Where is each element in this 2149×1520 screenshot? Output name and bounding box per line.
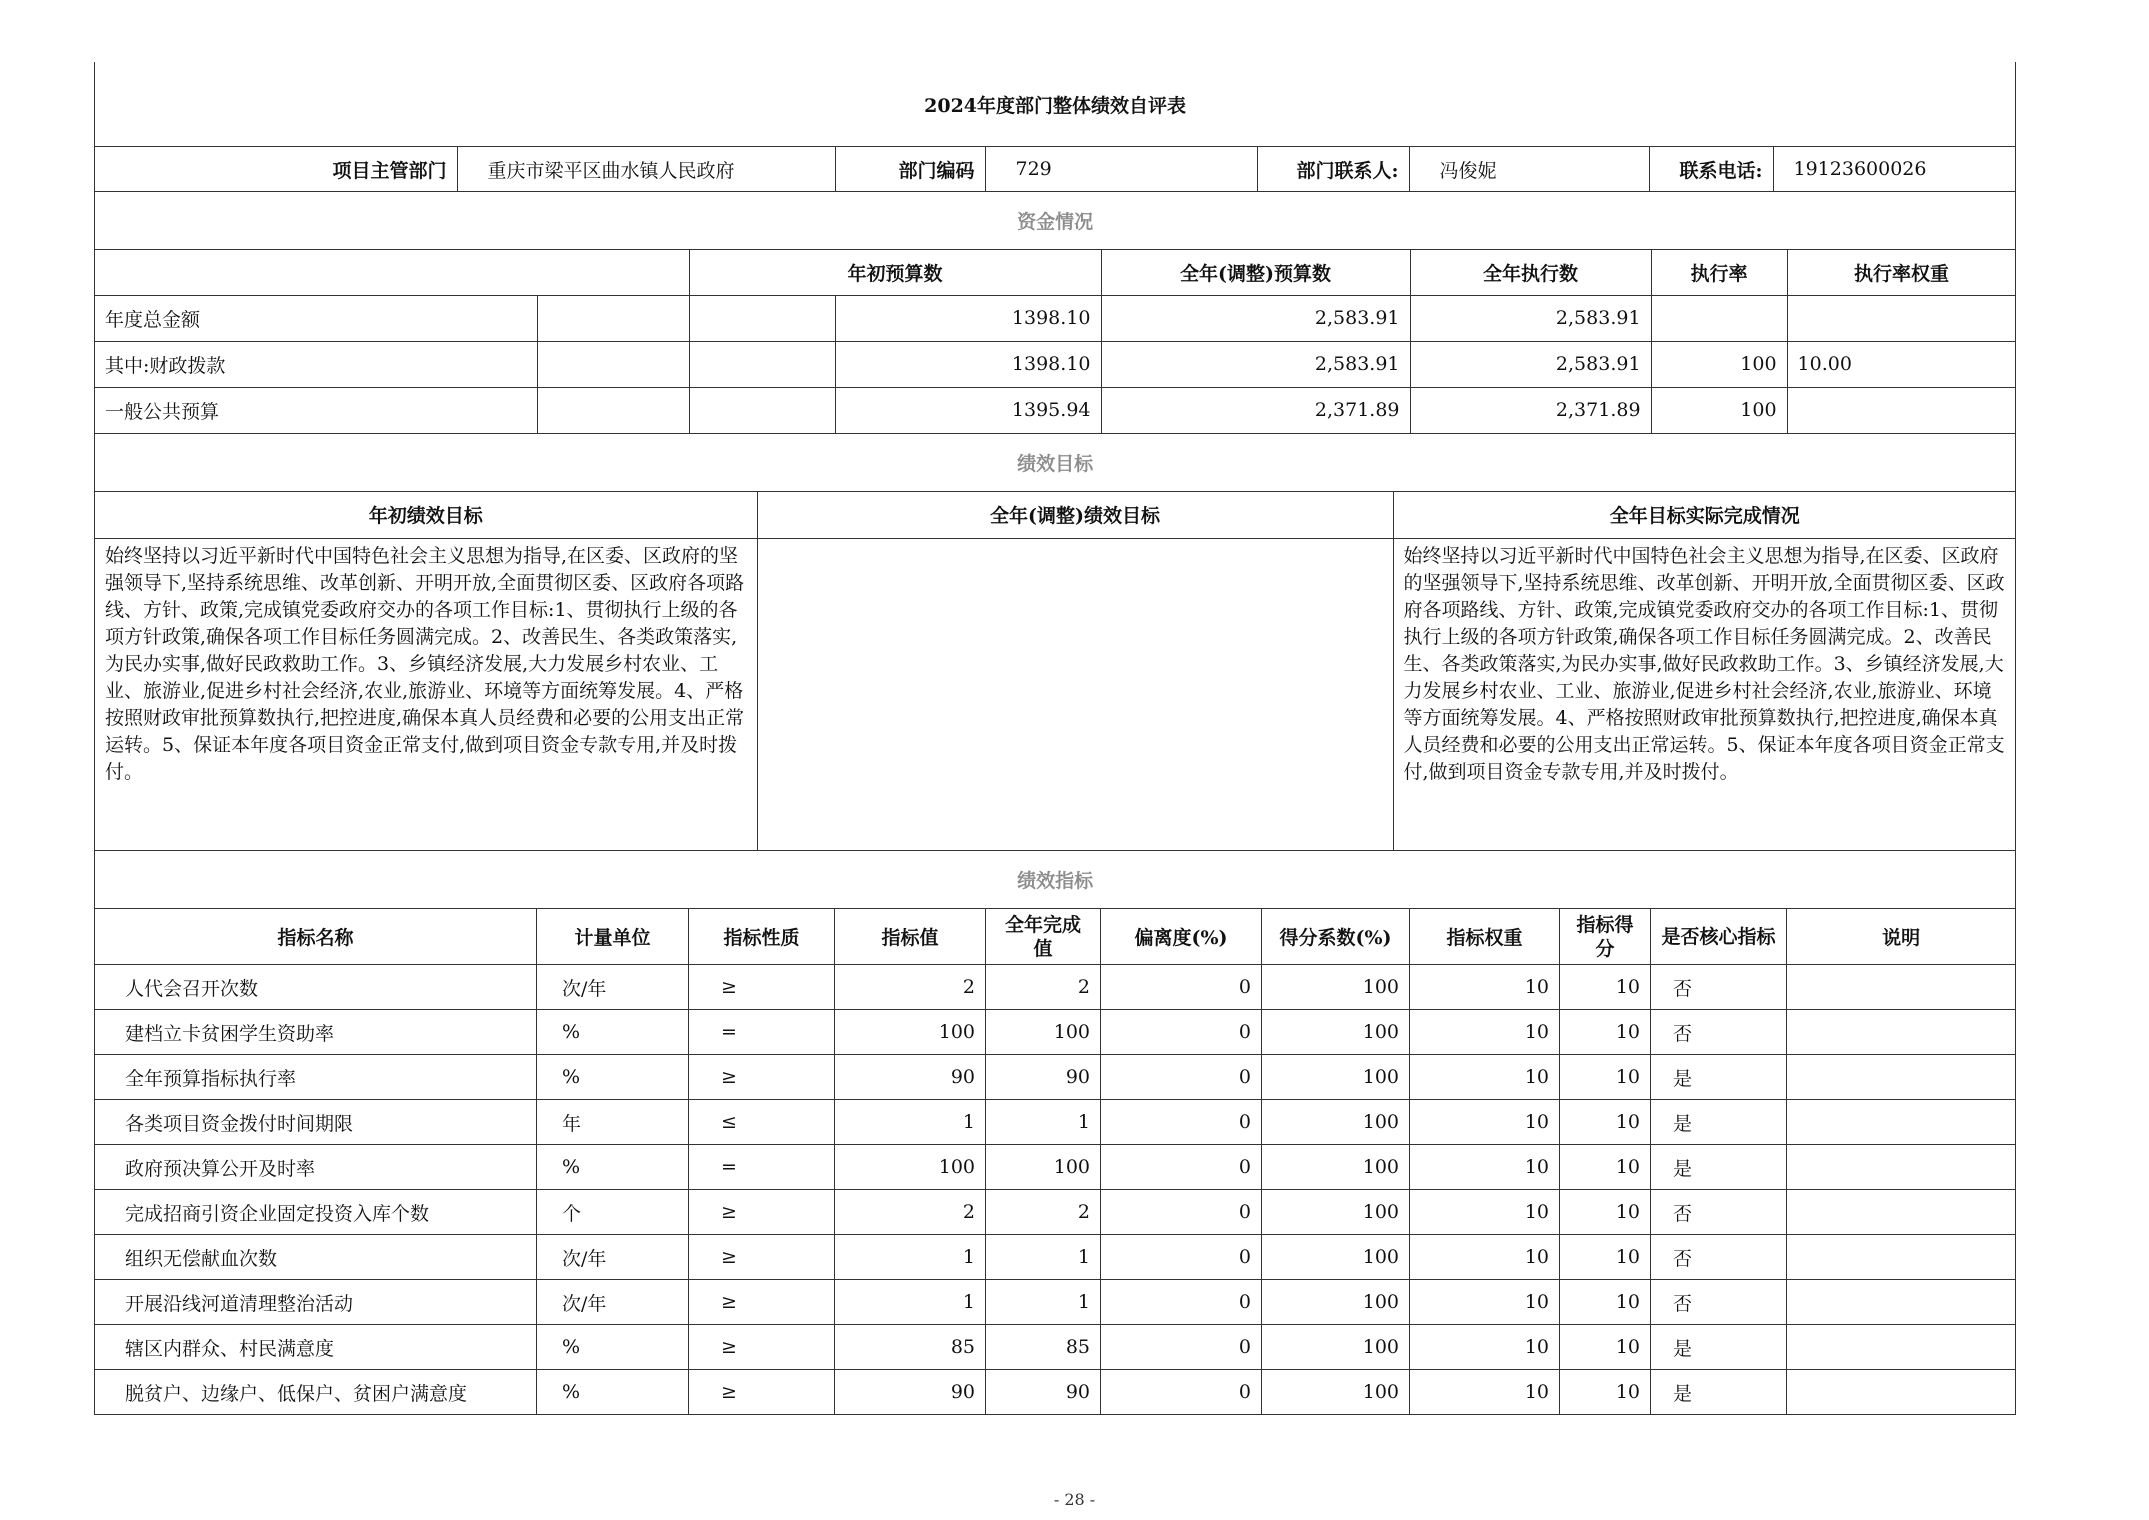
ind-core: 是 xyxy=(1651,1055,1787,1100)
goals-header-initial: 年初绩效目标 xyxy=(95,492,757,538)
phone-label: 联系电话: xyxy=(1649,147,1773,191)
page-title: 2024年度部门整体绩效自评表 xyxy=(95,62,2016,147)
ind-unit: % xyxy=(537,1370,689,1415)
goals-header-actual: 全年目标实际完成情况 xyxy=(1609,505,1800,528)
funds-row-rate xyxy=(1651,295,1787,341)
ind-weight: 10 xyxy=(1410,1145,1560,1190)
ind-weight: 10 xyxy=(1410,1370,1560,1415)
ind-nature: ≥ xyxy=(689,1055,835,1100)
goals-header-adjusted: 全年(调整)绩效目标 xyxy=(757,492,1393,538)
goals-table xyxy=(95,492,2016,850)
ind-score: 10 xyxy=(1560,1325,1651,1370)
indicators-section-title: 绩效指标 xyxy=(95,851,2016,909)
ind-note xyxy=(1787,1055,2016,1100)
ind-note xyxy=(1787,1235,2016,1280)
funds-row-adjusted: 2,583.91 xyxy=(1101,295,1410,341)
ind-coef: 100 xyxy=(1262,1325,1410,1370)
ind-note xyxy=(1787,965,2016,1010)
ind-unit: % xyxy=(537,1055,689,1100)
ind-note xyxy=(1787,1145,2016,1190)
goals-adjusted-text xyxy=(757,538,1393,850)
ind-unit: % xyxy=(537,1010,689,1055)
ind-core: 是 xyxy=(1651,1370,1787,1415)
ind-complete: 1 xyxy=(986,1100,1101,1145)
ind-core: 否 xyxy=(1651,1190,1787,1235)
funds-header-rate: 执行率 xyxy=(1651,250,1787,295)
ind-note xyxy=(1787,1100,2016,1145)
funds-row-initial: 1398.10 xyxy=(835,295,1101,341)
funds-row-executed: 2,371.89 xyxy=(1410,387,1651,433)
ind-score: 10 xyxy=(1560,1145,1651,1190)
ind-unit: 次/年 xyxy=(537,965,689,1010)
code-label: 部门编码 xyxy=(835,147,985,191)
indicator-row xyxy=(95,1100,2016,1145)
ind-nature: ≥ xyxy=(689,1325,835,1370)
ind-score: 10 xyxy=(1560,1280,1651,1325)
ind-header-complete: 全年完成值 xyxy=(986,909,1101,965)
page-number: - 28 - xyxy=(1053,1490,1096,1509)
ind-note xyxy=(1787,1010,2016,1055)
ind-core: 否 xyxy=(1651,1235,1787,1280)
ind-nature: = xyxy=(689,1145,835,1190)
ind-value: 1 xyxy=(835,1280,986,1325)
ind-header-value: 指标值 xyxy=(835,909,986,965)
code-value: 729 xyxy=(985,147,1257,191)
funds-row-name: 年度总金额 xyxy=(95,295,537,341)
ind-value: 100 xyxy=(835,1145,986,1190)
funds-row-rate: 100 xyxy=(1651,387,1787,433)
ind-nature: ≥ xyxy=(689,1280,835,1325)
contact-label: 部门联系人: xyxy=(1257,147,1409,191)
ind-value: 1 xyxy=(835,1100,986,1145)
ind-coef: 100 xyxy=(1262,1280,1410,1325)
indicator-row xyxy=(95,1235,2016,1280)
ind-deviation: 0 xyxy=(1101,965,1262,1010)
ind-deviation: 0 xyxy=(1101,1370,1262,1415)
ind-nature: ≥ xyxy=(689,1235,835,1280)
ind-coef: 100 xyxy=(1262,965,1410,1010)
ind-weight: 10 xyxy=(1410,1010,1560,1055)
funds-row-rate: 100 xyxy=(1651,341,1787,387)
ind-score: 10 xyxy=(1560,1235,1651,1280)
funds-row-weight xyxy=(1787,387,2016,433)
ind-coef: 100 xyxy=(1262,1100,1410,1145)
goals-actual-text: 始终坚持以习近平新时代中国特色社会主义思想为指导,在区委、区政府的坚强领导下,坚持系统思维、改革创新、开明开放,全面贯彻区委、区政府各项路线、方针、政策,完成镇党委政府交办的各项工作目标:1、贯彻执行上级的各项方针政策,确保各项工作目标任务圆满完成。2、改善民生、各类政策落实,为民办实事,做好民政救助工作。3、乡镇经济发展,大力发展乡村农业、工业、旅游业,促进乡村社会经济,农业,旅游业、环境等方面统筹发展。4、严格按照财政审批预算数执行,把控进度,确保本真人员经费和必要的公用支出正常运转。5、保证本年度各项目资金正常支付,做到项目资金专款专用,并及时拨付。 xyxy=(1393,538,2016,850)
ind-score: 10 xyxy=(1560,1010,1651,1055)
ind-complete: 1 xyxy=(986,1235,1101,1280)
ind-core: 否 xyxy=(1651,1010,1787,1055)
ind-weight: 10 xyxy=(1410,1280,1560,1325)
indicator-row xyxy=(95,1055,2016,1100)
funds-row xyxy=(95,341,2016,387)
dept-value: 重庆市梁平区曲水镇人民政府 xyxy=(457,147,835,191)
ind-coef: 100 xyxy=(1262,1370,1410,1415)
ind-deviation: 0 xyxy=(1101,1280,1262,1325)
indicator-row xyxy=(95,1145,2016,1190)
ind-nature: ≥ xyxy=(689,1190,835,1235)
ind-deviation: 0 xyxy=(1101,1010,1262,1055)
ind-core: 否 xyxy=(1651,965,1787,1010)
ind-value: 1 xyxy=(835,1235,986,1280)
ind-value: 85 xyxy=(835,1325,986,1370)
indicator-row xyxy=(95,1325,2016,1370)
ind-core: 否 xyxy=(1651,1280,1787,1325)
funds-header-initial: 年初预算数 xyxy=(689,250,1101,295)
ind-unit: % xyxy=(537,1145,689,1190)
funds-row-initial: 1395.94 xyxy=(835,387,1101,433)
funds-row-executed: 2,583.91 xyxy=(1410,341,1651,387)
ind-name: 各类项目资金拨付时间期限 xyxy=(95,1100,537,1145)
ind-score: 10 xyxy=(1560,1370,1651,1415)
ind-header-name: 指标名称 xyxy=(95,909,537,965)
funds-row-weight xyxy=(1787,295,2016,341)
ind-deviation: 0 xyxy=(1101,1190,1262,1235)
ind-nature: ≥ xyxy=(689,1370,835,1415)
funds-row xyxy=(95,387,2016,433)
ind-deviation: 0 xyxy=(1101,1100,1262,1145)
ind-header-unit: 计量单位 xyxy=(537,909,689,965)
ind-header-score: 指标得分 xyxy=(1560,909,1651,965)
indicator-row xyxy=(95,1190,2016,1235)
ind-deviation: 0 xyxy=(1101,1325,1262,1370)
ind-deviation: 0 xyxy=(1101,1055,1262,1100)
ind-header-weight: 指标权重 xyxy=(1410,909,1560,965)
ind-complete: 85 xyxy=(986,1325,1101,1370)
goals-initial-text: 始终坚持以习近平新时代中国特色社会主义思想为指导,在区委、区政府的坚强领导下,坚持系统思维、改革创新、开明开放,全面贯彻区委、区政府各项路线、方针、政策,完成镇党委政府交办的各项工作目标:1、贯彻执行上级的各项方针政策,确保各项工作目标任务圆满完成。2、改善民生、各类政策落实,为民办实事,做好民政救助工作。3、乡镇经济发展,大力发展乡村农业、工业、旅游业,促进乡村社会经济,农业,旅游业、环境等方面统筹发展。4、严格按照财政审批预算数执行,把控进度,确保本真人员经费和必要的公用支出正常运转。5、保证本年度各项目资金正常支付,做到项目资金专款专用,并及时拨付。 xyxy=(95,538,757,850)
funds-row-initial: 1398.10 xyxy=(835,341,1101,387)
info-row xyxy=(95,147,2016,191)
ind-nature: ≤ xyxy=(689,1100,835,1145)
ind-deviation: 0 xyxy=(1101,1235,1262,1280)
indicator-row xyxy=(95,965,2016,1010)
ind-score: 10 xyxy=(1560,965,1651,1010)
ind-weight: 10 xyxy=(1410,1190,1560,1235)
funds-table xyxy=(95,250,2016,433)
ind-unit: 年 xyxy=(537,1100,689,1145)
funds-row-adjusted: 2,583.91 xyxy=(1101,341,1410,387)
ind-core: 是 xyxy=(1651,1145,1787,1190)
ind-name: 脱贫户、边缘户、低保户、贫困户满意度 xyxy=(95,1370,537,1415)
ind-score: 10 xyxy=(1560,1055,1651,1100)
ind-weight: 10 xyxy=(1410,1325,1560,1370)
indicator-row xyxy=(95,1280,2016,1325)
funds-header-weight: 执行率权重 xyxy=(1787,250,2016,295)
funds-row-executed: 2,583.91 xyxy=(1410,295,1651,341)
funds-section-title: 资金情况 xyxy=(95,192,2016,250)
funds-row-name: 一般公共预算 xyxy=(95,387,537,433)
ind-core: 是 xyxy=(1651,1325,1787,1370)
ind-name: 辖区内群众、村民满意度 xyxy=(95,1325,537,1370)
ind-core: 是 xyxy=(1651,1100,1787,1145)
indicator-row xyxy=(95,1010,2016,1055)
ind-value: 2 xyxy=(835,965,986,1010)
ind-nature: ≥ xyxy=(689,965,835,1010)
ind-coef: 100 xyxy=(1262,1055,1410,1100)
ind-header-deviation: 偏离度(%) xyxy=(1101,909,1262,965)
ind-name: 政府预决算公开及时率 xyxy=(95,1145,537,1190)
ind-complete: 90 xyxy=(986,1055,1101,1100)
ind-name: 组织无偿献血次数 xyxy=(95,1235,537,1280)
ind-value: 100 xyxy=(835,1010,986,1055)
evaluation-table xyxy=(94,62,2016,1415)
ind-coef: 100 xyxy=(1262,1145,1410,1190)
ind-score: 10 xyxy=(1560,1100,1651,1145)
ind-unit: 次/年 xyxy=(537,1280,689,1325)
funds-row-name: 其中:财政拨款 xyxy=(95,341,537,387)
funds-row-adjusted: 2,371.89 xyxy=(1101,387,1410,433)
goals-section-title: 绩效目标 xyxy=(95,434,2016,492)
ind-name: 建档立卡贫困学生资助率 xyxy=(95,1010,537,1055)
ind-note xyxy=(1787,1325,2016,1370)
ind-unit: 个 xyxy=(537,1190,689,1235)
ind-weight: 10 xyxy=(1410,1235,1560,1280)
ind-note xyxy=(1787,1280,2016,1325)
ind-name: 完成招商引资企业固定投资入库个数 xyxy=(95,1190,537,1235)
funds-row-weight: 10.00 xyxy=(1787,341,2016,387)
dept-label: 项目主管部门 xyxy=(95,147,457,191)
funds-header-executed: 全年执行数 xyxy=(1410,250,1651,295)
ind-value: 90 xyxy=(835,1055,986,1100)
indicator-rows xyxy=(95,965,2016,1415)
evaluation-sheet xyxy=(94,62,2015,1415)
ind-header-core: 是否核心指标 xyxy=(1651,909,1787,965)
ind-weight: 10 xyxy=(1410,1055,1560,1100)
funds-row xyxy=(95,295,2016,341)
ind-name: 全年预算指标执行率 xyxy=(95,1055,537,1100)
ind-coef: 100 xyxy=(1262,1190,1410,1235)
ind-complete: 1 xyxy=(986,1280,1101,1325)
ind-value: 2 xyxy=(835,1190,986,1235)
ind-value: 90 xyxy=(835,1370,986,1415)
ind-score: 10 xyxy=(1560,1190,1651,1235)
ind-nature: = xyxy=(689,1010,835,1055)
ind-coef: 100 xyxy=(1262,1010,1410,1055)
ind-complete: 90 xyxy=(986,1370,1101,1415)
ind-header-coef: 得分系数(%) xyxy=(1262,909,1410,965)
ind-coef: 100 xyxy=(1262,1235,1410,1280)
ind-complete: 100 xyxy=(986,1010,1101,1055)
ind-weight: 10 xyxy=(1410,1100,1560,1145)
contact-value: 冯俊妮 xyxy=(1409,147,1649,191)
ind-unit: 次/年 xyxy=(537,1235,689,1280)
ind-complete: 2 xyxy=(986,965,1101,1010)
ind-note xyxy=(1787,1370,2016,1415)
indicator-row xyxy=(95,1370,2016,1415)
ind-name: 人代会召开次数 xyxy=(95,965,537,1010)
ind-unit: % xyxy=(537,1325,689,1370)
ind-name: 开展沿线河道清理整治活动 xyxy=(95,1280,537,1325)
phone-value: 19123600026 xyxy=(1793,158,1927,180)
ind-header-note: 说明 xyxy=(1787,909,2016,965)
ind-header-nature: 指标性质 xyxy=(689,909,835,965)
ind-weight: 10 xyxy=(1410,965,1560,1010)
ind-complete: 100 xyxy=(986,1145,1101,1190)
ind-complete: 2 xyxy=(986,1190,1101,1235)
ind-deviation: 0 xyxy=(1101,1145,1262,1190)
funds-header-adjusted: 全年(调整)预算数 xyxy=(1101,250,1410,295)
ind-note xyxy=(1787,1190,2016,1235)
